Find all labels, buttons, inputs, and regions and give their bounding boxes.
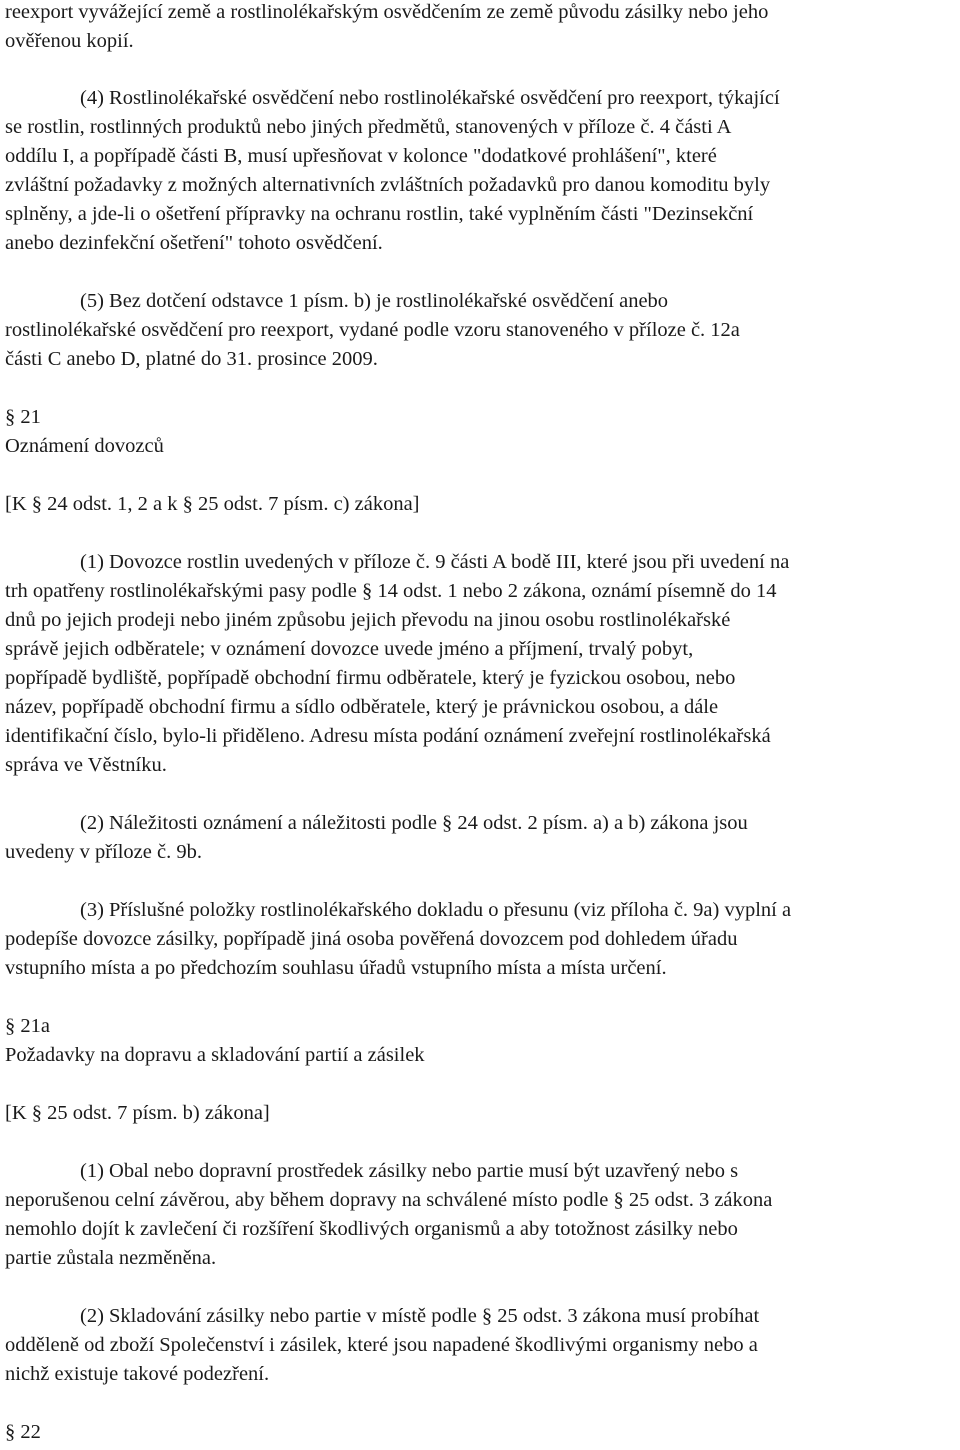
section-number-21a: § 21a (5, 1015, 50, 1037)
text-line: anebo dezinfekční ošetření" tohoto osvědčení. (5, 232, 383, 254)
text-line: části C anebo D, platné do 31. prosince 2009. (5, 348, 378, 370)
paragraph-4-start: (4) Rostlinolékařské osvědčení nebo rostlinolékařské osvědčení pro reexport, týkající (80, 87, 780, 109)
text-line: správa ve Věstníku. (5, 754, 167, 776)
text-line: partie zůstala nezměněna. (5, 1247, 217, 1269)
text-line: správě jejich odběratele; v oznámení dovozce uvede jméno a příjmení, trvalý pobyt, (5, 638, 694, 660)
text-line: trh opatřeny rostlinolékařskými pasy podle § 14 odst. 1 nebo 2 zákona, oznámí písemně do 14 (5, 580, 777, 602)
text-line: podepíše dovozce zásilky, popřípadě jiná osoba pověřená dovozcem pod dohledem úřadu (5, 928, 738, 950)
section-title-21a: Požadavky na dopravu a skladování partií a zásilek (5, 1044, 425, 1066)
text-line: oddílu I, a popřípadě části B, musí upřesňovat v kolonce "dodatkové prohlášení", které (5, 145, 717, 167)
text-line: identifikační číslo, bylo-li přiděleno. Adresu místa podání oznámení zveřejní rostlinolékařská (5, 725, 771, 747)
section-number-22: § 22 (5, 1421, 41, 1443)
text-line: nichž existuje takové podezření. (5, 1363, 270, 1385)
text-line: splněny, a jde-li o ošetření přípravky na ochranu rostlin, také vyplněním části "Dezinsekční (5, 203, 754, 225)
text-line: reexport vyvážející země a rostlinolékařským osvědčením ze země původu zásilky nebo jeho (5, 1, 769, 23)
section-reference-21a: [K § 25 odst. 7 písm. b) zákona] (5, 1102, 270, 1124)
paragraph-1-start: (1) Obal nebo dopravní prostředek zásilky nebo partie musí být uzavřený nebo s (80, 1160, 739, 1182)
section-title-21: Oznámení dovozců (5, 435, 164, 457)
text-line: ověřenou kopií. (5, 30, 134, 52)
text-line: dnů po jejich prodeji nebo jiném způsobu jejich převodu na jinou osobu rostlinolékařské (5, 609, 731, 631)
section-reference-21: [K § 24 odst. 1, 2 a k § 25 odst. 7 písm. c) zákona] (5, 493, 420, 515)
text-line: rostlinolékařské osvědčení pro reexport, vydané podle vzoru stanoveného v příloze č. 12a (5, 319, 740, 341)
section-number-21: § 21 (5, 406, 41, 428)
text-line: popřípadě bydliště, popřípadě obchodní firmu odběratele, který je fyzickou osobou, nebo (5, 667, 736, 689)
text-line: nemohlo dojít k zavlečení či rozšíření škodlivých organismů a aby totožnost zásilky nebo (5, 1218, 738, 1240)
text-line: vstupního místa a po předchozím souhlasu úřadů vstupního místa a místa určení. (5, 957, 667, 979)
text-line: odděleně od zboží Společenství i zásilek, které jsou napadené škodlivými organismy nebo a (5, 1334, 758, 1356)
paragraph-3-start: (3) Příslušné položky rostlinolékařského dokladu o přesunu (viz příloha č. 9a) vyplní a (80, 899, 792, 921)
paragraph-2-start: (2) Náležitosti oznámení a náležitosti podle § 24 odst. 2 písm. a) a b) zákona jsou (80, 812, 748, 834)
text-line: se rostlin, rostlinných produktů nebo jiných předmětů, stanovených v příloze č. 4 části A (5, 116, 732, 138)
text-line: zvláštní požadavky z možných alternativních zvláštních požadavků pro danou komoditu byly (5, 174, 771, 196)
text-line: neporušenou celní závěrou, aby během dopravy na schválené místo podle § 25 odst. 3 zákona (5, 1189, 773, 1211)
paragraph-5-start: (5) Bez dotčení odstavce 1 písm. b) je rostlinolékařské osvědčení anebo (80, 290, 669, 312)
paragraph-2-start: (2) Skladování zásilky nebo partie v místě podle § 25 odst. 3 zákona musí probíhat (80, 1305, 760, 1327)
text-line: název, popřípadě obchodní firmu a sídlo odběratele, který je právnickou osobou, a dále (5, 696, 719, 718)
text-line: uvedeny v příloze č. 9b. (5, 841, 202, 863)
paragraph-1-start: (1) Dovozce rostlin uvedených v příloze č. 9 části A bodě III, které jsou při uvedení na (80, 551, 790, 573)
